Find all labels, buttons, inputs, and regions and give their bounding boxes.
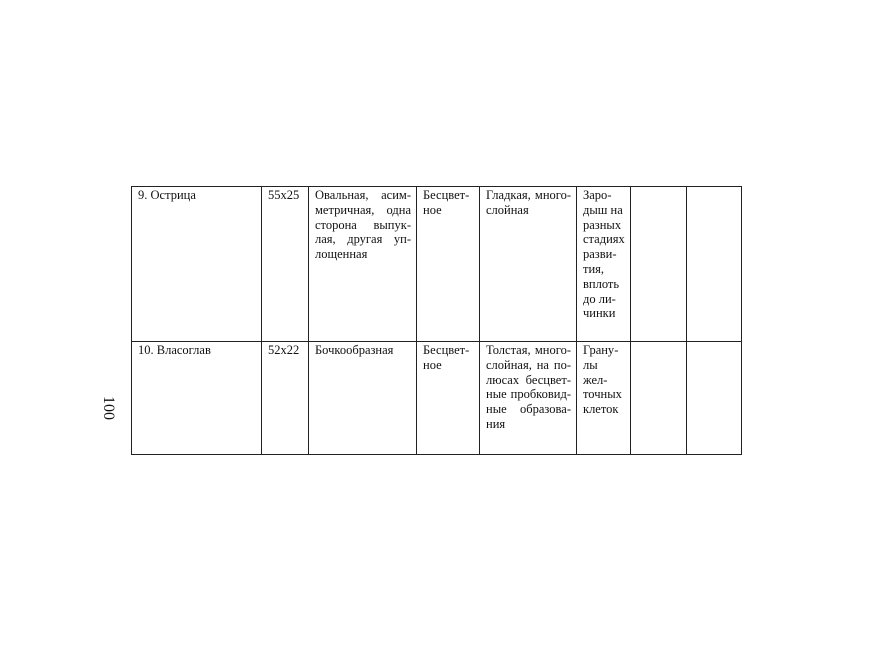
cell-empty-7 bbox=[631, 187, 687, 342]
cell-size: 52х22 bbox=[262, 342, 309, 455]
cell-empty-8 bbox=[687, 342, 742, 455]
cell-shell: Толстая, многослойная, на полюсах бесцветные пробковидные образования bbox=[480, 342, 577, 455]
cell-name: 9. Острица bbox=[132, 187, 262, 342]
cell-name: 10. Власоглав bbox=[132, 342, 262, 455]
cell-content: Зародыш на разных стадиях развития, вплоть до личинки bbox=[577, 187, 631, 342]
cell-shape: Бочкообразная bbox=[309, 342, 417, 455]
cell-color: Бесцветное bbox=[417, 187, 480, 342]
cell-empty-8 bbox=[687, 187, 742, 342]
table-row bbox=[132, 342, 742, 455]
table-row bbox=[132, 187, 742, 342]
cell-size: 55х25 bbox=[262, 187, 309, 342]
egg-characteristics-table bbox=[131, 186, 742, 455]
cell-shape: Овальная, асимметричная, одна сторона выпуклая, другая уплощенная bbox=[309, 187, 417, 342]
cell-content: Гранулы желточных клеток bbox=[577, 342, 631, 455]
page-number: 100 bbox=[100, 396, 117, 420]
cell-empty-7 bbox=[631, 342, 687, 455]
cell-color: Бесцветное bbox=[417, 342, 480, 455]
cell-shell: Гладкая, многослойная bbox=[480, 187, 577, 342]
